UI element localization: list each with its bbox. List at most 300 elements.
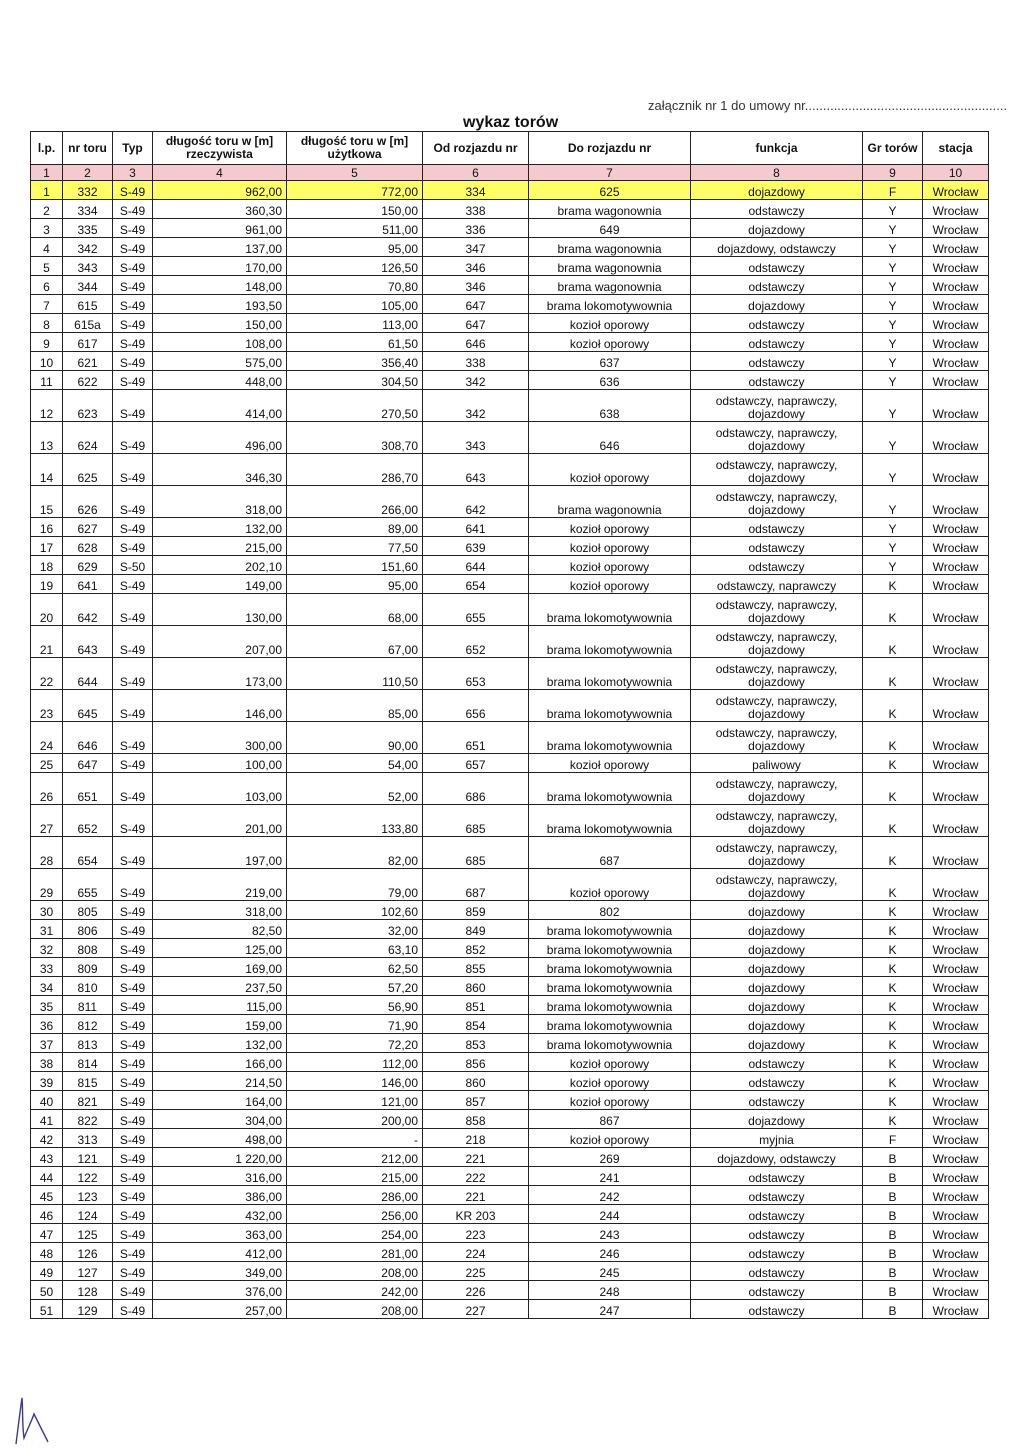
table-cell: odstawczy, naprawczy, dojazdowy <box>691 658 863 690</box>
table-cell: 215,00 <box>287 1167 423 1186</box>
table-row <box>31 690 989 722</box>
table-cell: K <box>863 754 923 773</box>
table-cell: dojazdowy <box>691 1034 863 1053</box>
table-cell: odstawczy, naprawczy, dojazdowy <box>691 773 863 805</box>
table-cell: 95,00 <box>287 238 423 257</box>
table-cell: brama lokomotywownia <box>529 996 691 1015</box>
table-cell: odstawczy, naprawczy, dojazdowy <box>691 454 863 486</box>
table-row <box>31 594 989 626</box>
table-cell: 133,80 <box>287 805 423 837</box>
table-cell: S-49 <box>113 1072 153 1091</box>
table-cell: 72,20 <box>287 1034 423 1053</box>
table-cell: 269 <box>529 1148 691 1167</box>
table-cell: 651 <box>63 773 113 805</box>
table-cell: 67,00 <box>287 626 423 658</box>
table-cell: S-49 <box>113 658 153 690</box>
table-cell: 100,00 <box>153 754 287 773</box>
table-cell: Wrocław <box>923 939 989 958</box>
table-cell: Wrocław <box>923 773 989 805</box>
table-cell: Wrocław <box>923 1034 989 1053</box>
table-row <box>31 722 989 754</box>
table-cell: 318,00 <box>153 901 287 920</box>
table-cell: 45 <box>31 1186 63 1205</box>
table-cell: 343 <box>423 422 529 454</box>
table-cell: S-49 <box>113 1205 153 1224</box>
table-row <box>31 486 989 518</box>
table-cell: S-49 <box>113 958 153 977</box>
table-row <box>31 422 989 454</box>
table-cell: kozioł oporowy <box>529 314 691 333</box>
table-cell: 40 <box>31 1091 63 1110</box>
table-cell: Y <box>863 276 923 295</box>
table-cell: B <box>863 1281 923 1300</box>
table-cell: odstawczy, naprawczy, dojazdowy <box>691 626 863 658</box>
table-cell: 626 <box>63 486 113 518</box>
table-cell: Wrocław <box>923 958 989 977</box>
table-cell: brama wagonownia <box>529 276 691 295</box>
table-cell: Y <box>863 238 923 257</box>
table-cell: odstawczy <box>691 371 863 390</box>
table-cell: 332 <box>63 181 113 200</box>
table-cell: 56,90 <box>287 996 423 1015</box>
table-cell: 37 <box>31 1034 63 1053</box>
table-cell: 121,00 <box>287 1091 423 1110</box>
table-cell: 123 <box>63 1186 113 1205</box>
table-cell: K <box>863 690 923 722</box>
table-cell: Wrocław <box>923 575 989 594</box>
tracks-table <box>30 131 989 1319</box>
table-cell: 137,00 <box>153 238 287 257</box>
table-cell: dojazdowy <box>691 1015 863 1034</box>
table-cell: S-49 <box>113 722 153 754</box>
table-cell: 95,00 <box>287 575 423 594</box>
table-cell: S-49 <box>113 454 153 486</box>
table-cell: 859 <box>423 901 529 920</box>
table-cell: 342 <box>63 238 113 257</box>
table-cell: Wrocław <box>923 352 989 371</box>
table-cell: K <box>863 901 923 920</box>
table-cell: 4 <box>31 238 63 257</box>
table-cell: 334 <box>423 181 529 200</box>
table-cell: 338 <box>423 200 529 219</box>
table-cell: 346 <box>423 276 529 295</box>
table-cell: 219,00 <box>153 869 287 901</box>
table-cell: 32,00 <box>287 920 423 939</box>
table-cell: 654 <box>63 837 113 869</box>
table-cell: dojazdowy <box>691 958 863 977</box>
table-cell: brama wagonownia <box>529 486 691 518</box>
table-cell: 164,00 <box>153 1091 287 1110</box>
column-number: 8 <box>691 165 863 181</box>
table-row <box>31 869 989 901</box>
table-cell: 308,70 <box>287 422 423 454</box>
table-cell: 244 <box>529 1205 691 1224</box>
table-row <box>31 1281 989 1300</box>
table-cell: 27 <box>31 805 63 837</box>
table-cell: 646 <box>423 333 529 352</box>
table-cell: 628 <box>63 537 113 556</box>
table-cell: 344 <box>63 276 113 295</box>
table-cell: brama lokomotywownia <box>529 690 691 722</box>
table-cell: 221 <box>423 1186 529 1205</box>
table-cell: 225 <box>423 1262 529 1281</box>
table-cell: K <box>863 939 923 958</box>
table-cell: dojazdowy <box>691 939 863 958</box>
table-cell: odstawczy, naprawczy, dojazdowy <box>691 869 863 901</box>
table-cell: Wrocław <box>923 537 989 556</box>
table-cell: 636 <box>529 371 691 390</box>
table-cell: S-49 <box>113 939 153 958</box>
table-cell: S-49 <box>113 869 153 901</box>
table-cell: 12 <box>31 390 63 422</box>
column-number: 1 <box>31 165 63 181</box>
table-cell: K <box>863 773 923 805</box>
table-cell: 254,00 <box>287 1224 423 1243</box>
table-row <box>31 939 989 958</box>
table-cell: 132,00 <box>153 518 287 537</box>
table-cell: B <box>863 1243 923 1262</box>
table-row <box>31 537 989 556</box>
table-cell: 57,20 <box>287 977 423 996</box>
table-cell: 356,40 <box>287 352 423 371</box>
table-cell: K <box>863 1110 923 1129</box>
table-cell: 31 <box>31 920 63 939</box>
table-cell: dojazdowy, odstawczy <box>691 1148 863 1167</box>
table-cell: odstawczy <box>691 1072 863 1091</box>
table-cell: Wrocław <box>923 257 989 276</box>
table-cell: odstawczy, naprawczy, dojazdowy <box>691 722 863 754</box>
table-cell: S-49 <box>113 1015 153 1034</box>
column-header: Do rozjazdu nr <box>529 132 691 165</box>
table-cell: S-49 <box>113 901 153 920</box>
table-cell: 300,00 <box>153 722 287 754</box>
table-row <box>31 295 989 314</box>
table-cell: Wrocław <box>923 1091 989 1110</box>
table-cell: 221 <box>423 1148 529 1167</box>
table-cell: 8 <box>31 314 63 333</box>
table-cell: 23 <box>31 690 63 722</box>
table-cell: 242 <box>529 1186 691 1205</box>
table-cell: Y <box>863 314 923 333</box>
table-cell: kozioł oporowy <box>529 1129 691 1148</box>
table-cell: - <box>287 1129 423 1148</box>
table-cell: K <box>863 869 923 901</box>
table-cell: 336 <box>423 219 529 238</box>
table-cell: 653 <box>423 658 529 690</box>
table-cell: Wrocław <box>923 594 989 626</box>
table-cell: Wrocław <box>923 901 989 920</box>
table-cell: S-49 <box>113 1110 153 1129</box>
table-cell: brama lokomotywownia <box>529 1015 691 1034</box>
table-cell: 386,00 <box>153 1186 287 1205</box>
table-cell: 858 <box>423 1110 529 1129</box>
table-cell: odstawczy <box>691 276 863 295</box>
table-cell: S-49 <box>113 276 153 295</box>
table-cell: 14 <box>31 454 63 486</box>
table-cell: kozioł oporowy <box>529 333 691 352</box>
table-cell: 849 <box>423 920 529 939</box>
table-cell: 511,00 <box>287 219 423 238</box>
table-cell: 304,50 <box>287 371 423 390</box>
table-cell: 13 <box>31 422 63 454</box>
table-cell: 32 <box>31 939 63 958</box>
table-cell: 686 <box>423 773 529 805</box>
table-cell: 304,00 <box>153 1110 287 1129</box>
table-cell: 242,00 <box>287 1281 423 1300</box>
table-cell: 652 <box>423 626 529 658</box>
table-row <box>31 1110 989 1129</box>
table-cell: 132,00 <box>153 1034 287 1053</box>
column-header: Od rozjazdu nr <box>423 132 529 165</box>
table-cell: Y <box>863 390 923 422</box>
table-cell: 615a <box>63 314 113 333</box>
table-cell: odstawczy <box>691 1167 863 1186</box>
table-cell: odstawczy <box>691 1186 863 1205</box>
table-cell: 5 <box>31 257 63 276</box>
table-cell: 68,00 <box>287 594 423 626</box>
table-cell: kozioł oporowy <box>529 454 691 486</box>
table-cell: K <box>863 1015 923 1034</box>
table-cell: 71,90 <box>287 1015 423 1034</box>
table-cell: 28 <box>31 837 63 869</box>
table-cell: odstawczy <box>691 537 863 556</box>
table-cell: 643 <box>423 454 529 486</box>
table-cell: 360,30 <box>153 200 287 219</box>
column-number: 6 <box>423 165 529 181</box>
table-cell: brama lokomotywownia <box>529 594 691 626</box>
table-cell: paliwowy <box>691 754 863 773</box>
table-cell: S-49 <box>113 352 153 371</box>
table-cell: 257,00 <box>153 1300 287 1319</box>
table-cell: 814 <box>63 1053 113 1072</box>
table-cell: 342 <box>423 390 529 422</box>
table-cell: 44 <box>31 1167 63 1186</box>
table-cell: S-49 <box>113 486 153 518</box>
table-cell: 54,00 <box>287 754 423 773</box>
table-cell: 42 <box>31 1129 63 1148</box>
table-cell: brama wagonownia <box>529 257 691 276</box>
table-cell: 647 <box>423 295 529 314</box>
table-cell: S-49 <box>113 837 153 869</box>
table-cell: 201,00 <box>153 805 287 837</box>
table-cell: Wrocław <box>923 556 989 575</box>
table-cell: odstawczy <box>691 1262 863 1281</box>
table-cell: 49 <box>31 1262 63 1281</box>
table-row <box>31 1224 989 1243</box>
table-cell: S-49 <box>113 1129 153 1148</box>
table-cell: Wrocław <box>923 658 989 690</box>
table-row <box>31 1167 989 1186</box>
table-row <box>31 238 989 257</box>
table-cell: 643 <box>63 626 113 658</box>
table-cell: Wrocław <box>923 1205 989 1224</box>
table-cell: 961,00 <box>153 219 287 238</box>
table-cell: F <box>863 1129 923 1148</box>
table-cell: Y <box>863 371 923 390</box>
table-row <box>31 371 989 390</box>
table-cell: 856 <box>423 1053 529 1072</box>
column-number: 4 <box>153 165 287 181</box>
table-cell: K <box>863 1034 923 1053</box>
table-cell: kozioł oporowy <box>529 537 691 556</box>
table-cell: 2 <box>31 200 63 219</box>
table-cell: 51 <box>31 1300 63 1319</box>
table-cell: 24 <box>31 722 63 754</box>
table-cell: brama lokomotywownia <box>529 626 691 658</box>
table-cell: 286,70 <box>287 454 423 486</box>
table-cell: 962,00 <box>153 181 287 200</box>
table-cell: Wrocław <box>923 276 989 295</box>
table-cell: 34 <box>31 977 63 996</box>
table-cell: Y <box>863 422 923 454</box>
table-cell: Wrocław <box>923 1167 989 1186</box>
table-cell: 150,00 <box>287 200 423 219</box>
table-cell: 208,00 <box>287 1262 423 1281</box>
table-cell: 655 <box>63 869 113 901</box>
table-cell: 645 <box>63 690 113 722</box>
table-row <box>31 1034 989 1053</box>
table-row <box>31 1262 989 1281</box>
table-cell: Wrocław <box>923 977 989 996</box>
table-cell: S-49 <box>113 996 153 1015</box>
table-cell: 113,00 <box>287 314 423 333</box>
table-cell: 627 <box>63 518 113 537</box>
table-cell: Wrocław <box>923 314 989 333</box>
table-cell: kozioł oporowy <box>529 869 691 901</box>
table-cell: 316,00 <box>153 1167 287 1186</box>
table-cell: S-49 <box>113 1034 153 1053</box>
table-cell: 623 <box>63 390 113 422</box>
table-cell: K <box>863 805 923 837</box>
table-cell: dojazdowy <box>691 219 863 238</box>
table-cell: 121 <box>63 1148 113 1167</box>
table-cell: 82,50 <box>153 920 287 939</box>
table-cell: 215,00 <box>153 537 287 556</box>
table-cell: 805 <box>63 901 113 920</box>
table-cell: 851 <box>423 996 529 1015</box>
table-cell: K <box>863 1091 923 1110</box>
table-cell: 687 <box>529 837 691 869</box>
table-cell: Wrocław <box>923 1072 989 1091</box>
table-cell: 822 <box>63 1110 113 1129</box>
table-row <box>31 773 989 805</box>
table-cell: odstawczy <box>691 1053 863 1072</box>
table-cell: Wrocław <box>923 295 989 314</box>
table-cell: 30 <box>31 901 63 920</box>
table-cell: 82,00 <box>287 837 423 869</box>
table-cell: 35 <box>31 996 63 1015</box>
table-cell: Wrocław <box>923 722 989 754</box>
table-row <box>31 1300 989 1319</box>
table-cell: 222 <box>423 1167 529 1186</box>
table-cell: 90,00 <box>287 722 423 754</box>
table-cell: 224 <box>423 1243 529 1262</box>
table-cell: dojazdowy <box>691 181 863 200</box>
table-cell: 821 <box>63 1091 113 1110</box>
table-cell: K <box>863 594 923 626</box>
table-cell: Y <box>863 486 923 518</box>
table-cell: S-49 <box>113 1243 153 1262</box>
column-number: 9 <box>863 165 923 181</box>
table-cell: S-49 <box>113 594 153 626</box>
column-number: 3 <box>113 165 153 181</box>
table-cell: Wrocław <box>923 1148 989 1167</box>
table-cell: 343 <box>63 257 113 276</box>
table-cell: 237,50 <box>153 977 287 996</box>
table-cell: 642 <box>423 486 529 518</box>
table-cell: S-49 <box>113 371 153 390</box>
table-cell: S-49 <box>113 754 153 773</box>
table-cell: S-49 <box>113 1262 153 1281</box>
table-cell: 50 <box>31 1281 63 1300</box>
table-cell: 652 <box>63 805 113 837</box>
table-cell: kozioł oporowy <box>529 556 691 575</box>
table-cell: 685 <box>423 837 529 869</box>
table-cell: S-49 <box>113 1186 153 1205</box>
table-row <box>31 1186 989 1205</box>
table-cell: Wrocław <box>923 1015 989 1034</box>
table-row <box>31 556 989 575</box>
table-cell: odstawczy <box>691 200 863 219</box>
table-cell: odstawczy, naprawczy, dojazdowy <box>691 486 863 518</box>
table-cell: odstawczy, naprawczy, dojazdowy <box>691 690 863 722</box>
table-cell: odstawczy, naprawczy, dojazdowy <box>691 837 863 869</box>
table-cell: 148,00 <box>153 276 287 295</box>
table-cell: 115,00 <box>153 996 287 1015</box>
table-cell: Wrocław <box>923 690 989 722</box>
table-cell: Wrocław <box>923 1262 989 1281</box>
table-cell: S-49 <box>113 238 153 257</box>
table-cell: 335 <box>63 219 113 238</box>
table-cell: brama lokomotywownia <box>529 977 691 996</box>
table-cell: odstawczy <box>691 1091 863 1110</box>
table-cell: Wrocław <box>923 1186 989 1205</box>
table-cell: Y <box>863 219 923 238</box>
table-cell: 47 <box>31 1224 63 1243</box>
table-cell: Y <box>863 200 923 219</box>
table-cell: 638 <box>529 390 691 422</box>
table-cell: 9 <box>31 333 63 352</box>
table-row <box>31 1072 989 1091</box>
table-cell: 61,50 <box>287 333 423 352</box>
table-cell: dojazdowy <box>691 996 863 1015</box>
table-row <box>31 181 989 200</box>
column-header: stacja <box>923 132 989 165</box>
table-cell: S-49 <box>113 977 153 996</box>
table-cell: Wrocław <box>923 371 989 390</box>
table-cell: 26 <box>31 773 63 805</box>
table-cell: 639 <box>423 537 529 556</box>
table-cell: Y <box>863 556 923 575</box>
table-cell: S-49 <box>113 314 153 333</box>
table-cell: 642 <box>63 594 113 626</box>
table-cell: S-49 <box>113 773 153 805</box>
table-cell: 247 <box>529 1300 691 1319</box>
table-cell: 212,00 <box>287 1148 423 1167</box>
table-cell: 208,00 <box>287 1300 423 1319</box>
table-cell: Wrocław <box>923 1129 989 1148</box>
table-cell: 338 <box>423 352 529 371</box>
table-row <box>31 314 989 333</box>
table-cell: Wrocław <box>923 422 989 454</box>
table-cell: 867 <box>529 1110 691 1129</box>
table-cell: brama lokomotywownia <box>529 939 691 958</box>
table-cell: 808 <box>63 939 113 958</box>
table-row <box>31 1129 989 1148</box>
table-cell: 654 <box>423 575 529 594</box>
table-cell: 21 <box>31 626 63 658</box>
table-cell: 498,00 <box>153 1129 287 1148</box>
